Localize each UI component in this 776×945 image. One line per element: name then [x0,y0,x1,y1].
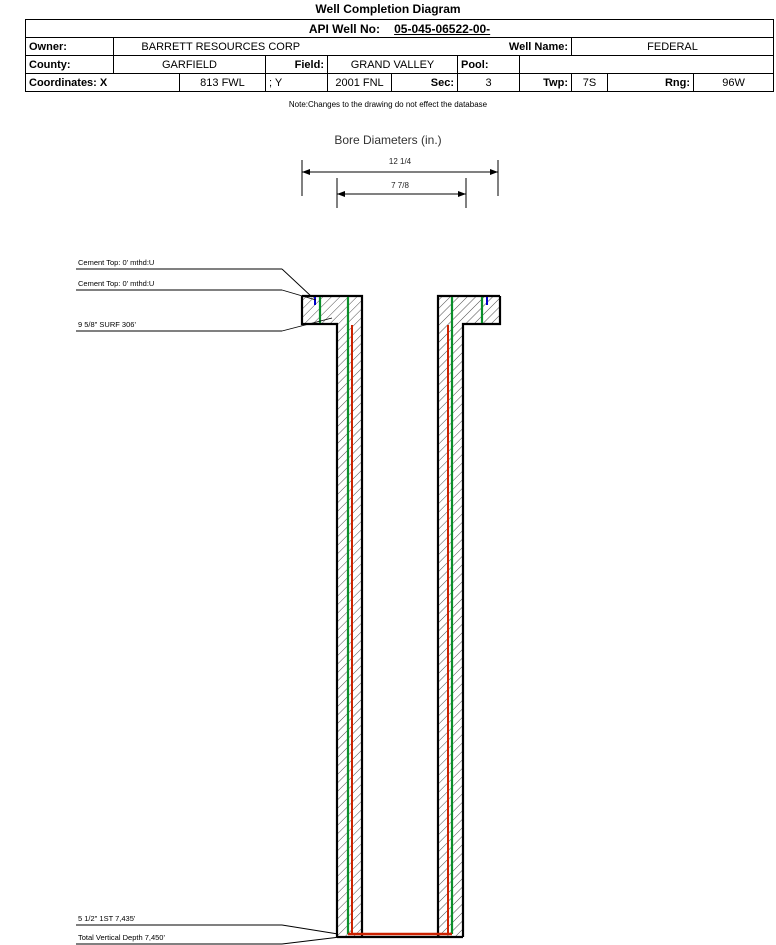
rng-value: 96W [694,74,774,92]
leader-lines [76,269,340,944]
pool-label: Pool: [458,56,520,74]
twp-value: 7S [572,74,608,92]
disclaimer-note: Note:Changes to the drawing do not effect the database [288,100,488,109]
dimension-lines [302,160,498,208]
well-name-label: Well Name: [458,38,572,56]
coord-y-label: ; Y [266,74,328,92]
county-label: County: [26,56,114,74]
owner-label: Owner: [26,38,114,56]
api-value: 05-045-06522-00- [394,21,491,36]
sec-value: 3 [458,74,520,92]
annotation-production-casing: 5 1/2" 1ST 7,435' [78,914,136,923]
field-value: GRAND VALLEY [328,56,458,74]
coordinates-label: Coordinates: X [26,74,180,92]
rng-label: Rng: [608,74,694,92]
outer-diameter-label: 12 1/4 [388,157,412,166]
inner-diameter-label: 7 7/8 [391,181,409,190]
annotation-surface-casing: 9 5/8" SURF 306' [78,320,136,329]
field-label: Field: [266,56,328,74]
county-value: GARFIELD [114,56,266,74]
well-name-value: FEDERAL [572,38,774,56]
left-wellbore [302,296,362,937]
api-label: API Well No: [308,21,380,36]
owner-value: BARRETT RESOURCES CORP [114,38,328,56]
coord-x-value: 813 FWL [180,74,266,92]
twp-label: Twp: [520,74,572,92]
sec-label: Sec: [392,74,458,92]
annotation-cement-top-2: Cement Top: 0' mthd:U [78,279,155,288]
page-title: Well Completion Diagram [315,2,461,16]
annotation-cement-top-1: Cement Top: 0' mthd:U [78,258,155,267]
bore-diameters-title: Bore Diameters (in.) [334,133,442,147]
right-wellbore [438,296,500,937]
coord-y-value: 2001 FNL [328,74,392,92]
annotation-total-depth: Total Vertical Depth 7,450' [78,933,165,942]
